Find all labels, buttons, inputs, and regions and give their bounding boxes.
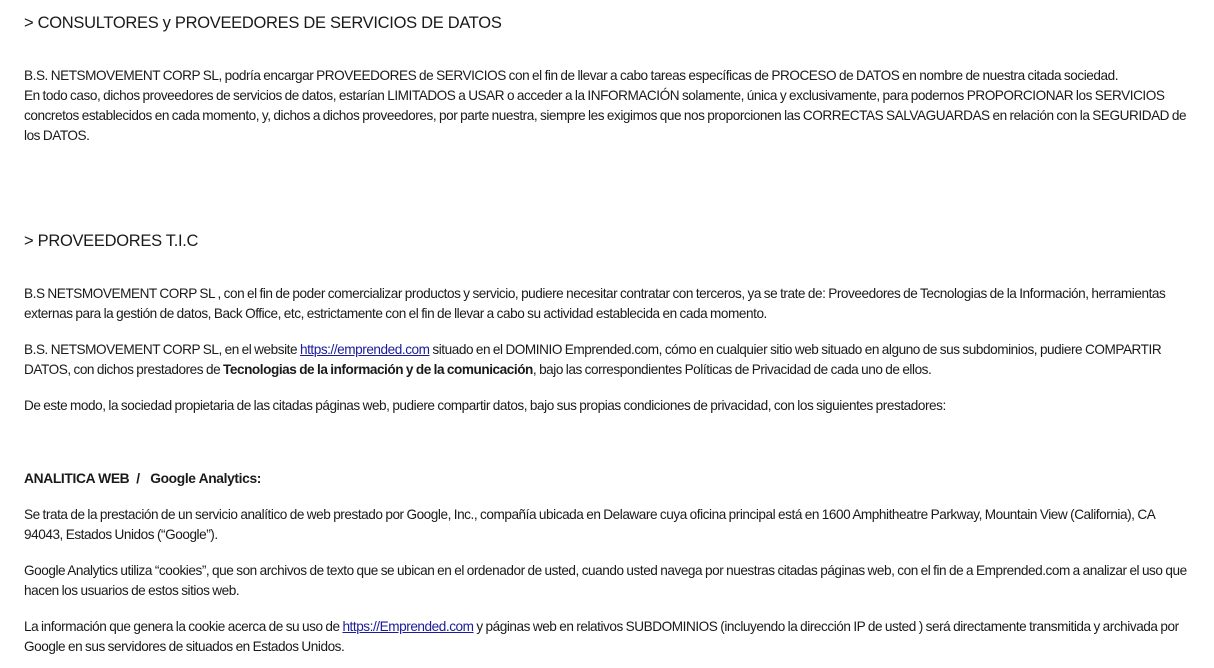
paragraph	[24, 340, 1194, 380]
paragraph: Google Analytics utiliza “cookies”, que son archivos de texto que se ubican en el ordenador de usted, cuando usted navega por nuestras citadas páginas web, con el fin de a Emprended.com a analizar el uso que hacen los usuarios de estos sitios web.	[24, 563, 1187, 598]
analytics-para2	[24, 561, 1194, 601]
paragraph: B.S. NETSMOVEMENT CORP SL, podría encargar PROVEEDORES de SERVICIOS con el fin de llevar a cabo tareas específicas de PROCESO de DATOS en nombre de nuestra citada sociedad.	[24, 68, 1119, 83]
text-span: y páginas web en relativos SUBDOMINIOS (incluyendo la dirección IP de usted ) será directamente transmitida y archivada por Google en sus servidores de situados en Estados Unidos.	[24, 619, 1179, 654]
section-tic-para1	[24, 284, 1194, 324]
emprended-link[interactable]: https://emprended.com	[299, 342, 430, 357]
paragraph	[24, 617, 1194, 657]
text-span: B.S. NETSMOVEMENT CORP SL, en el website	[24, 342, 300, 357]
text-span: , bajo las correspondientes Políticas de Privacidad de cada uno de ellos.	[532, 362, 932, 377]
paragraph: Se trata de la prestación de un servicio analítico de web prestado por Google, Inc., compañía ubicada en Delaware cuya oficina principal está en 1600 Amphitheatre Parkway, Mountain View (California), CA 94043, Estados Unidos (“Google”).	[24, 507, 1155, 542]
emprended-link[interactable]: https://Emprended.com	[342, 619, 474, 634]
analytics-para1	[24, 505, 1194, 545]
text-span: La información que genera la cookie acerca de su uso de	[24, 619, 343, 634]
paragraph: En todo caso, dichos proveedores de servicios de datos, estarían LIMITADOS a USAR o acceder a la INFORMACIÓN solamente, única y exclusivamente, para podernos PROPORCIONAR los SERVICIOS concretos establecidos en cada momento, y, dichos a dichos proveedores, por parte nuestra, siempre les exigimos que nos proporcionen las CORRECTAS SALVAGUARDAS en relación con la SEGURIDAD de los DATOS.	[24, 88, 1187, 143]
analytics-para3	[24, 617, 1194, 657]
analytics-title: ANALITICA WEB / Google Analytics:	[24, 471, 262, 486]
bold-text: Tecnologias de la información y de la comunicación	[223, 362, 533, 377]
paragraph: B.S NETSMOVEMENT CORP SL , con el fin de poder comercializar productos y servicio, pudiere necesitar contratar con terceros, ya se trate de: Proveedores de Tecnologias de la Información, herramientas externas para la gestión de datos, Back Office, etc, estrictamente con el fin de llevar a cabo su actividad establecida en cada momento.	[24, 286, 1166, 321]
section-title-proveedores-tic: > PROVEEDORES T.I.C	[24, 232, 199, 250]
section-title-consultores: > CONSULTORES y PROVEEDORES DE SERVICIOS DE DATOS	[24, 14, 502, 32]
section-consultores-body	[24, 66, 1194, 146]
paragraph: De este modo, la sociedad propietaria de las citadas páginas web, pudiere compartir datos, bajo sus propias condiciones de privacidad, con los siguientes prestadores:	[24, 398, 946, 413]
text-span: situado en el DOMINIO Emprended.com, cómo en cualquier sitio web situado en alguno de sus subdominios, pudiere COMPARTIR DATOS, con dichos prestadores de	[24, 342, 1162, 377]
section-tic-para2	[24, 340, 1194, 380]
section-tic-para3	[24, 396, 1194, 416]
